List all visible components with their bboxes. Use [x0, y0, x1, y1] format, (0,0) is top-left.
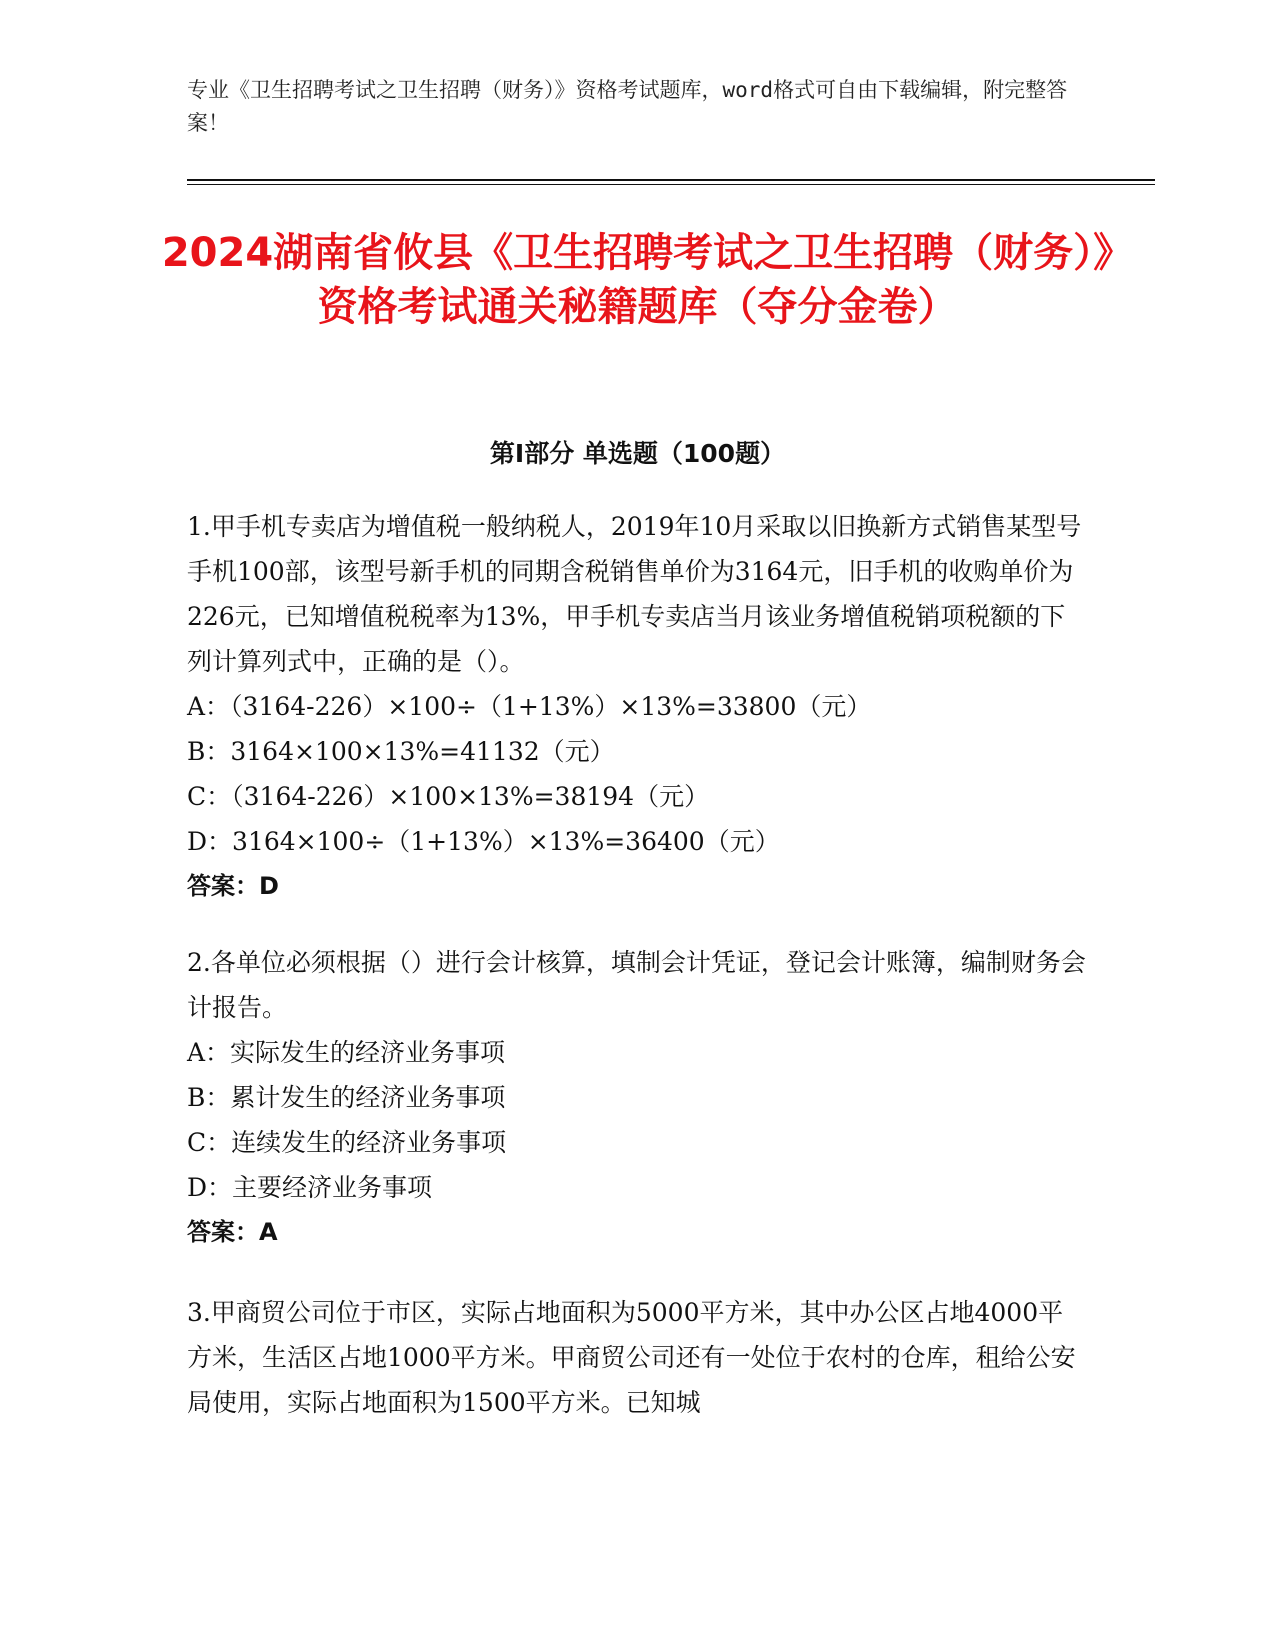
header-divider-thin — [187, 184, 1155, 185]
document-title: 2024湖南省攸县《卫生招聘考试之卫生招聘（财务）》资格考试通关秘籍题库（夺分金卷） — [161, 230, 1114, 330]
option-a: A：实际发生的经济业务事项 — [187, 1038, 506, 1067]
section-heading: 第I部分 单选题（100题） — [489, 439, 786, 468]
question-3 — [187, 1290, 1087, 1425]
option-c: C：连续发生的经济业务事项 — [187, 1128, 507, 1157]
question-stem: 3.甲商贸公司位于市区，实际占地面积为5000平方米，其中办公区占地4000平方米，生活区占地1000平方米。甲商贸公司还有一处位于农村的仓库，租给公安局使用，实际占地面积为1500平方米。已知城 — [187, 1298, 1076, 1417]
option-a: A：（3164-226）×100÷（1+13%）×13%=33800（元） — [187, 692, 872, 721]
option-d: D：主要经济业务事项 — [187, 1173, 433, 1202]
answer: 答案：D — [187, 872, 279, 900]
header-note: 专业《卫生招聘考试之卫生招聘（财务）》资格考试题库，word格式可自由下载编辑，附完整答案！ — [187, 78, 1068, 135]
answer: 答案：A — [187, 1218, 278, 1246]
option-d: D：3164×100÷（1+13%）×13%=36400（元） — [187, 827, 780, 856]
option-b: B：3164×100×13%=41132（元） — [187, 737, 615, 766]
question-stem: 1.甲手机专卖店为增值税一般纳税人，2019年10月采取以旧换新方式销售某型号手机100部，该型号新手机的同期含税销售单价为3164元，旧手机的收购单价为226元，已知增值税税率为13%，甲手机专卖店当月该业务增值税销项税额的下列计算列式中，正确的是（）。 — [187, 512, 1082, 676]
option-c: C：（3164-226）×100×13%=38194（元） — [187, 782, 710, 811]
option-b: B：累计发生的经济业务事项 — [187, 1083, 506, 1112]
question-stem: 2.各单位必须根据（）进行会计核算，填制会计凭证，登记会计账簿，编制财务会计报告。 — [187, 948, 1086, 1022]
question-2 — [187, 940, 1087, 1255]
question-1 — [187, 504, 1087, 909]
header-divider-thick — [187, 179, 1155, 181]
